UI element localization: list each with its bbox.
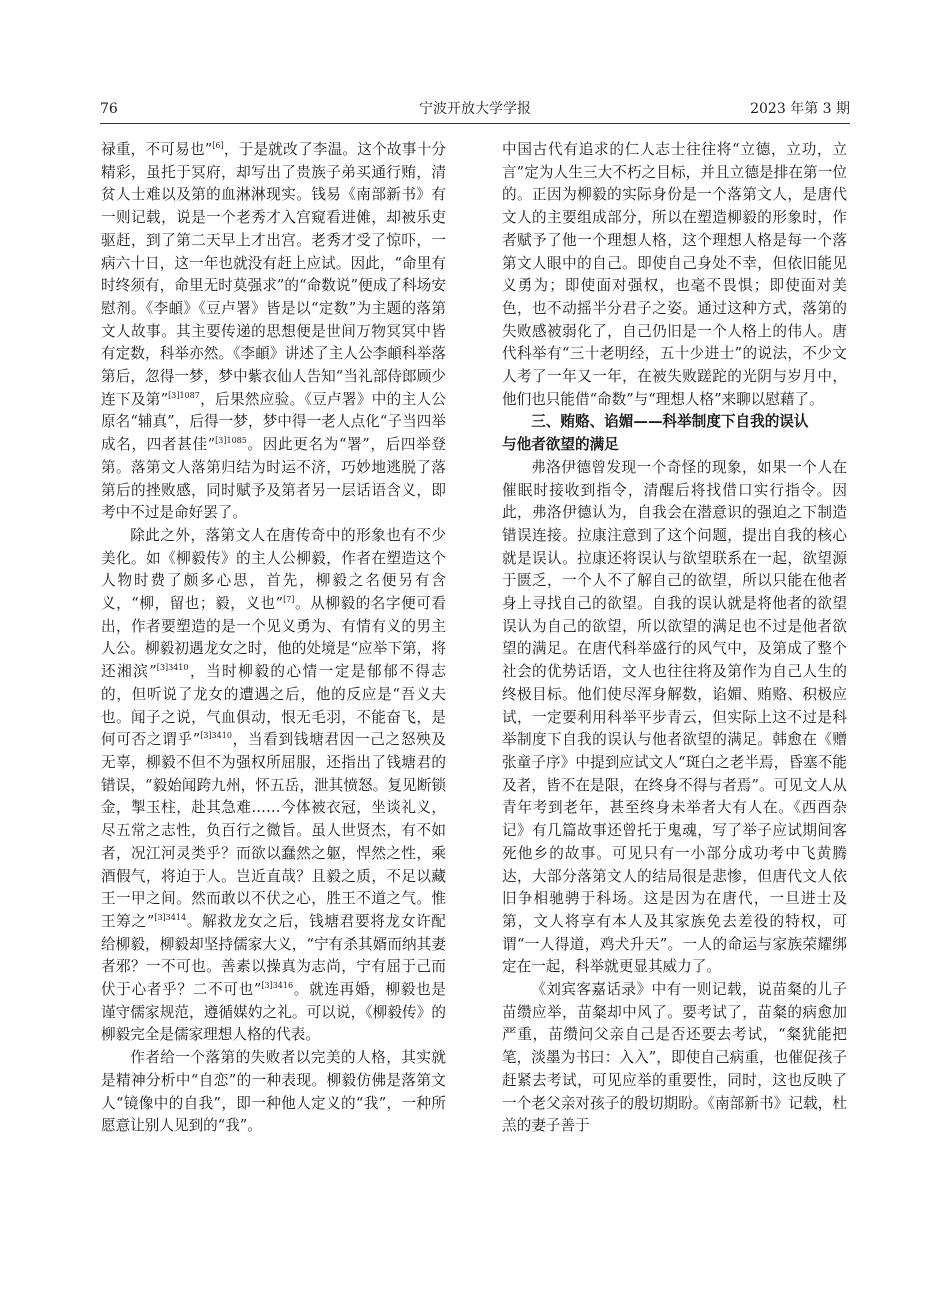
header-rule	[100, 123, 850, 124]
citation-ref: [3]3410	[200, 731, 232, 741]
citation-ref: [3]3414	[154, 913, 187, 923]
citation-ref: [3]1087	[168, 390, 200, 400]
page-number: 76	[100, 101, 118, 117]
running-header	[100, 96, 850, 122]
left-column	[101, 139, 446, 1138]
paragraph: 禄重，不可易也”[6]，于是就改了李温。这个故事十分精彩，虽托于冥府，却写出了贵族子弟买通行贿，清贫人士难以及第的血淋淋现实。钱易《南部新书》有一则记载，说是一个老秀才入宫窥看进傩，却被乐吏驱赶，到了第二天早上才出宫。老秀才受了惊吓，一病六十日，这一年也就没有赶上应试。因此，“命里有时终须有，命里无时莫强求”的“命数说”便成了科场安慰剂。《李頔》《豆卢署》皆是以“定数”为主题的落第文人故事。其主要传递的思想便是世间万物冥冥中皆有定数，科举亦然。《李頔》讲述了主人公李頔科举落第后，忽得一梦，梦中紫衣仙人告知“当礼部侍郎顾少连下及第”$^{[3]1087}$，后果然应验。《豆卢署》中的主人公原名“辅真”，后得一梦，梦中得一老人点化“子当四举成名，四者甚佳”$^{[3]1085}$。因此更名为“署”，后四举登第。落第文人落第归结为时运不济，巧妙地逃脱了落第后的挫败感，同时赋予及第者另一层话语含义，即考中不过是命好罢了。	[101, 141, 446, 522]
journal-title: 宁波开放大学学报	[419, 101, 531, 117]
paragraph: 中国古代有追求的仁人志士往往将“立德，立功，立言”定为人生三大不朽之目标，并且立德是排在第一位的。正因为柳毅的实际身份是一个落第文人，是唐代文人的主要组成部分，所以在塑造柳毅的形象时，作者赋予了他一个理想人格，这个理想人格是每一个落第文人眼中的自己。即使自己身处不幸，但依旧能见义勇为；即使面对强权，也毫不畏惧；即使面对美色，也不动摇半分君子之姿。通过这种方式，落第的失败感被弱化了，自己仍旧是一个人格上的伟人。唐代科举有“三十老明经，五十少进士”的说法，不少文人考了一年又一年，在被失败蹉跎的光阴与岁月中，他们也只能借“命数”与“理想人格”来聊以慰藉了。	[502, 141, 847, 408]
citation-ref: [7]	[283, 595, 295, 605]
paragraph: 《刘宾客嘉话录》中有一则记载，说苗粲的儿子苗缵应举，苗粲却中风了。要考试了，苗粲的病愈加严重，苗缵问父亲自己是否还要去考试，“粲犹能把笔，淡墨为书曰：入入”，即使自己病重，也催促孩子赶紧去考试，可见应举的重要性，同时，这也反映了一个老父亲对孩子的殷切期盼。《南部新书》记载，杜羔的妻子善于	[502, 981, 847, 1135]
citation-ref: [3]1085	[215, 436, 247, 446]
paragraph: 弗洛伊德曾发现一个奇怪的现象，如果一个人在催眠时接收到指令，清醒后将找借口实行指令。因此，弗洛伊德认为，自我会在潜意识的强迫之下制造错误连接。拉康注意到了这个问题，提出自我的核心就是误认。拉康还将误认与欲望联系在一起，欲望源于匮乏，一个人不了解自己的欲望，所以只能在他者身上寻找自己的欲望。自我的误认就是将他者的欲望误认为自己的欲望，所以欲望的满足也不过是他者欲望的满足。在唐代科举盛行的风气中，及第成了整个社会的优势话语，文人也往往将及第作为自己人生的终极目标。他们使尽浑身解数，谄媚、贿赂、积极应试，一定要利用科举平步青云，但实际上这不过是科举制度下自我的误认与他者欲望的满足。韩愈在《赠张童子序》中提到应试文人“斑白之老半焉，昏塞不能及者，皆不在是限，在终身不得与者焉”。可见文人从青年考到老年，甚至终身未举者大有人在。《西酉杂记》有几篇故事还曾托于鬼魂，写了举子应试期间客死他乡的故事。可见只有一小部分成功考中飞黄腾达，大部分落第文人的结局很是悲惨，但唐代文人依旧争相驰骋于科场。这是因为在唐代，一旦进士及第，文人将享有本人及其家族免去差役的特权，可谓“一人得道，鸡犬升天”。一人的命运与家族荣耀绑定在一起，科举就更显其威力了。	[502, 458, 847, 976]
section-heading: 三、贿赂、谄媚——科举制度下自我的误认 与他者欲望的满足	[502, 413, 809, 454]
citation-ref: [3]3416	[261, 981, 294, 991]
paragraph: 作者给一个落第的失败者以完美的人格，其实就是精神分析中“自恋”的一种表现。柳毅仿佛是落第文人“镜像中的自我”，即一种他人定义的“我”，一种所愿意让别人见到的“我”。	[101, 1049, 446, 1135]
citation-ref: [3]3410	[156, 663, 189, 673]
right-column	[502, 139, 847, 1138]
citation-ref: [6]	[212, 141, 224, 151]
paragraph: 除此之外，落第文人在唐传奇中的形象也有不少美化。如《柳毅传》的主人公柳毅，作者在塑造这个人物时费了颇多心思，首先，柳毅之名便另有含义，“柳，留也；毅，义也”[7]。从柳毅的名字便可看出，作者要塑造的是一个见义勇为、有情有义的男主人公。柳毅初遇龙女之时，他的处境是“应举下第，将还湘滨”$^{[3]3410}$，当时柳毅的心情一定是郁郁不得志的，但听说了龙女的遭遇之后，他的反应是“吾义夫也。闻子之说，气血俱动，恨无毛羽，不能奋飞，是何可否之谓乎”$^{[3]3410}$，当看到钱塘君因一己之怒殃及无辜，柳毅不但不为强权所屈服，还指出了钱塘君的错误，“毅始闻跨九州，怀五岳，泄其愤怒。复见断锁金，掣玉柱，赴其急难……今体被衣冠，坐谈礼义，尽五常之志性，负百行之微旨。虽人世贤杰，有不如者，况江河灵类乎？而欲以蠢然之躯，悍然之性，乘酒假气，将迫于人。岂近直哉？且毅之质，不足以藏王一甲之间。然而敢以不伏之心，胜王不道之气。惟王筹之”$^{[3]3414}$。解救龙女之后，钱塘君要将龙女许配给柳毅，柳毅却坚持儒家大义，“宁有杀其婿而纳其妻者邪？一不可也。善素以操真为志尚，宁有屈于己而伏于心者乎？二不可也”$^{[3]3416}$。就连再婚，柳毅也是谨守儒家规范，遵循媒妁之礼。可以说，《柳毅传》的柳毅完全是儒家理想人格的代表。	[101, 526, 446, 1044]
issue-label: 2023 年第 3 期	[750, 101, 850, 117]
